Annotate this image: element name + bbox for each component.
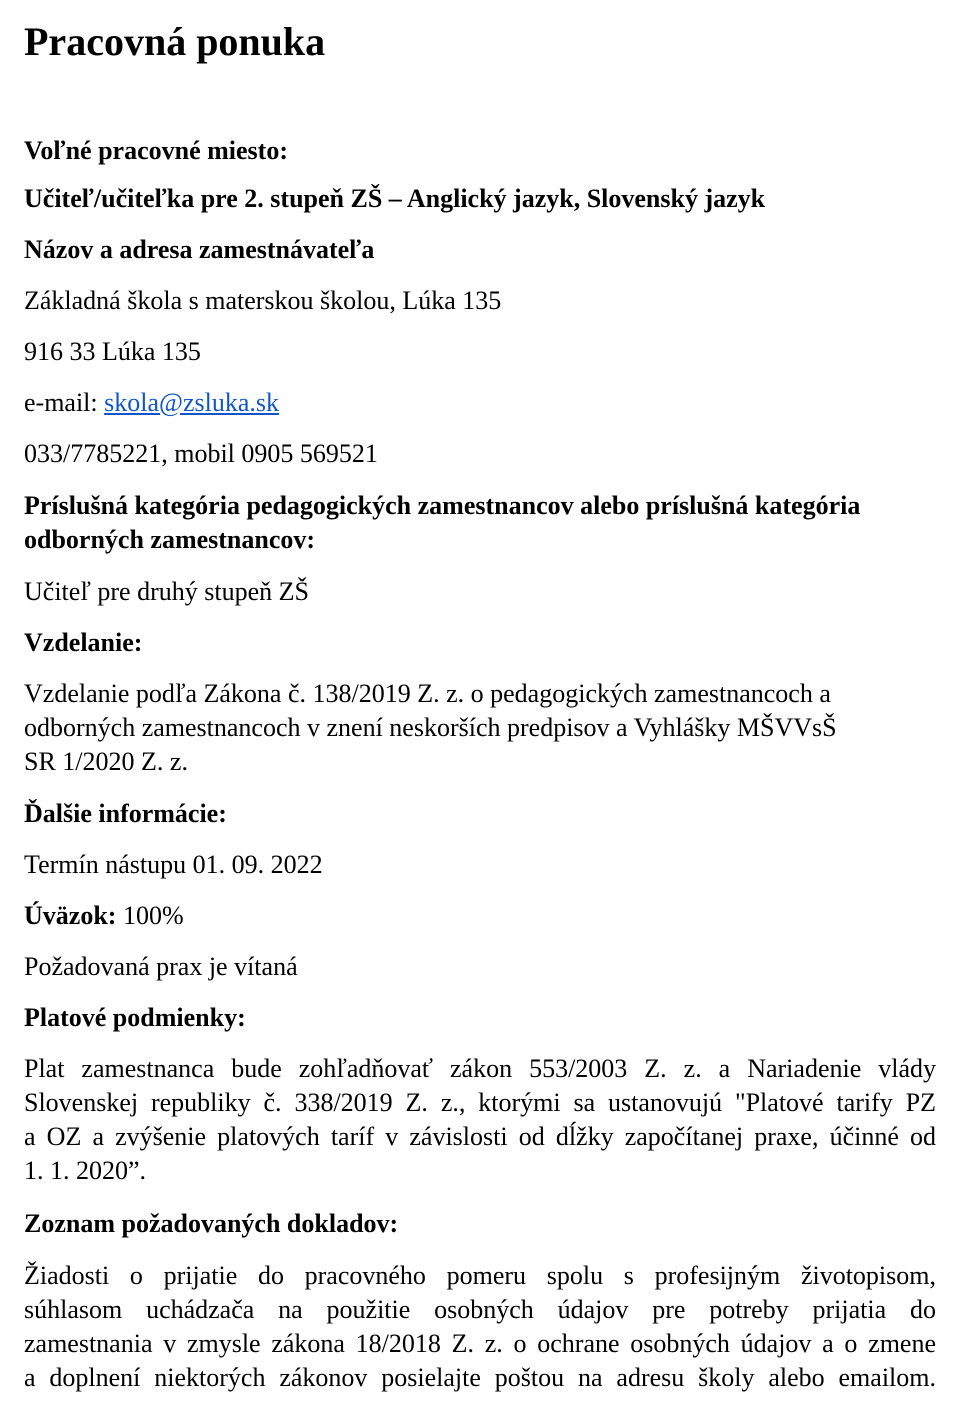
employer-email-line [24, 386, 936, 420]
salary-line: Slovenskej republiky č. 338/2019 Z. z., ktorými sa ustanovujú "Platové tarify PZ [24, 1088, 936, 1117]
employer-name: Základná škola s materskou školou, Lúka 135 [24, 286, 502, 315]
start-date: Termín nástupu 01. 09. 2022 [24, 850, 323, 879]
category-label-line2: odborných zamestnancov: [24, 525, 316, 554]
email-prefix: e-mail: [24, 388, 105, 417]
salary-line: 1. 1. 2020”. [24, 1156, 147, 1185]
info-label: Ďalšie informácie: [24, 799, 227, 828]
education-label: Vzdelanie: [24, 628, 143, 657]
salary-line: a OZ a zvýšenie platových taríf v závislosti od dĺžky započítanej praxe, účinné od [24, 1122, 936, 1151]
salary-line: Plat zamestnanca bude zohľadňovať zákon 553/2003 Z. z. a Nariadenie vlády [24, 1054, 936, 1083]
salary-label: Platové podmienky: [24, 1003, 246, 1032]
position-label: Voľné pracovné miesto: [24, 136, 288, 165]
workload-label: Úväzok: [24, 901, 117, 930]
category-value: Učiteľ pre druhý stupeň ZŠ [24, 577, 309, 606]
workload-value: 100% [116, 901, 184, 930]
education-line: SR 1/2020 Z. z. [24, 747, 188, 776]
education-line: Vzdelanie podľa Zákona č. 138/2019 Z. z. o pedagogických zamestnancoch a [24, 679, 831, 708]
documents-line: Žiadosti o prijatie do pracovného pomeru spolu s profesijným životopisom, [24, 1261, 936, 1290]
documents-line: zamestnania v zmysle zákona 18/2018 Z. z. o ochrane osobných údajov a o zmene [24, 1329, 936, 1358]
workload-line [24, 899, 936, 933]
employer-address: 916 33 Lúka 135 [24, 337, 201, 366]
email-link[interactable]: skola@zsluka.sk [104, 388, 280, 417]
documents-line: súhlasom uchádzača na použitie osobných údajov pre potreby prijatia do [24, 1295, 936, 1324]
category-label-line1: Príslušná kategória pedagogických zamestnancov alebo príslušná kategória [24, 491, 861, 520]
education-line: odborných zamestnancoch v znení neskorších predpisov a Vyhlášky MŠVVsŠ [24, 713, 837, 742]
documents-label: Zoznam požadovaných dokladov: [24, 1209, 399, 1238]
documents-line: a doplnení niektorých zákonov posielajte poštou na adresu školy alebo emailom. [24, 1363, 936, 1392]
position-value: Učiteľ/učiteľka pre 2. stupeň ZŠ – Anglický jazyk, Slovenský jazyk [24, 184, 766, 213]
employer-label: Názov a adresa zamestnávateľa [24, 235, 375, 264]
page-title: Pracovná ponuka [24, 19, 326, 64]
experience: Požadovaná prax je vítaná [24, 952, 298, 981]
employer-phone: 033/7785221, mobil 0905 569521 [24, 439, 378, 468]
